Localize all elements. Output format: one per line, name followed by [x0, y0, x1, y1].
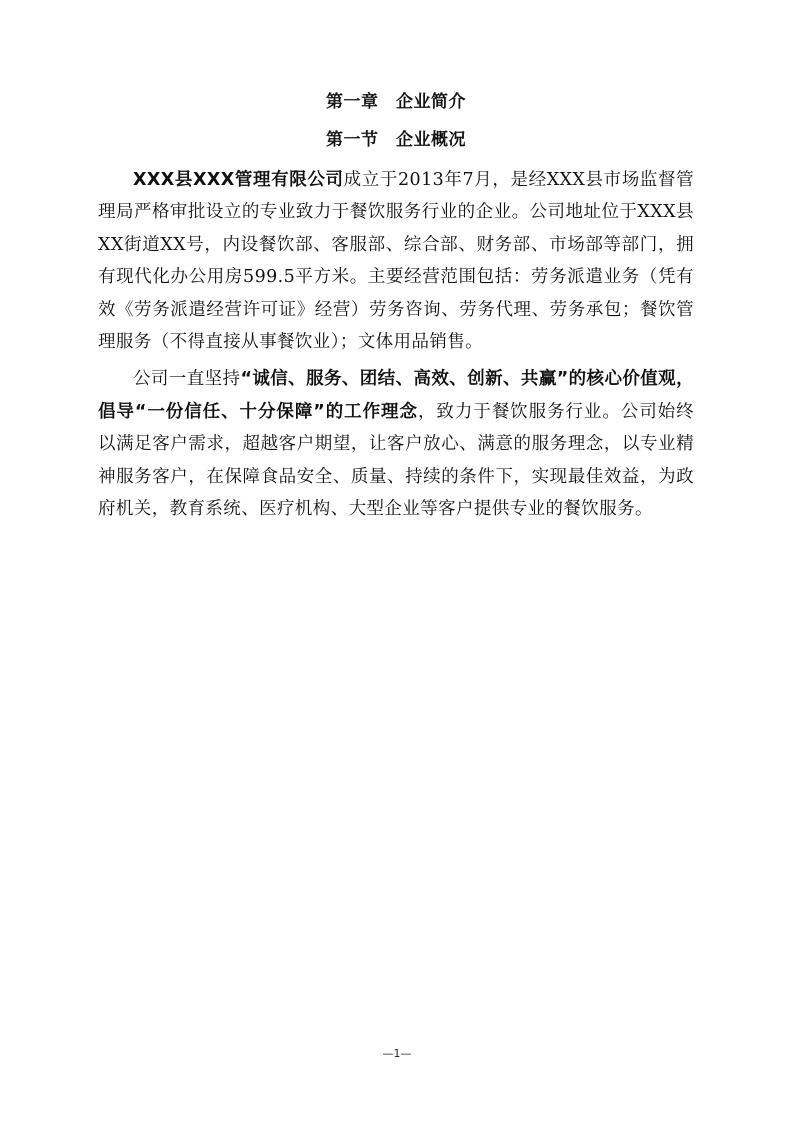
- section-title: 第一节 企业概况: [326, 130, 466, 150]
- page-number: —1—: [382, 1047, 412, 1060]
- chapter-title: 第一章 企业简介: [326, 92, 466, 112]
- values-lead-text: 公司一直坚持: [133, 369, 241, 390]
- core-values-text: “诚信、服务、团结、高效、创新、共赢”的核心价值观，倡导“一份信任、十分保障”的工作理念: [98, 369, 694, 422]
- page-content: [98, 92, 694, 525]
- company-name: XXX县XXX管理有限公司: [133, 170, 344, 190]
- values-rest-text: ，致力于餐饮服务行业。公司始终以满足客户需求，超越客户期望，让客户放心、满意的服务理念，以专业精神服务客户，在保障食品安全、质量、持续的条件下，实现最佳效益，为政府机关，教育系统、医疗机构、大型企业等客户提供专业的餐饮服务。: [98, 401, 695, 520]
- overview-text: 成立于2013年7月，是经XXX县市场监督管理局严格审批设立的专业致力于餐饮服务行业的企业。公司地址位于XXX县XX街道XX号，内设餐饮部、客服部、综合部、财务部、市场部等部门，拥有现代化办公用房599.5平方米。主要经营范围包括：劳务派遣业务（凭有效《劳务派遣经营许可证》经营）劳务咨询、劳务代理、劳务承包；餐饮管理服务（不得直接从事餐饮业）；文体用品销售。: [98, 170, 694, 353]
- company-overview-paragraph: [98, 164, 694, 358]
- company-values-paragraph: [98, 363, 694, 525]
